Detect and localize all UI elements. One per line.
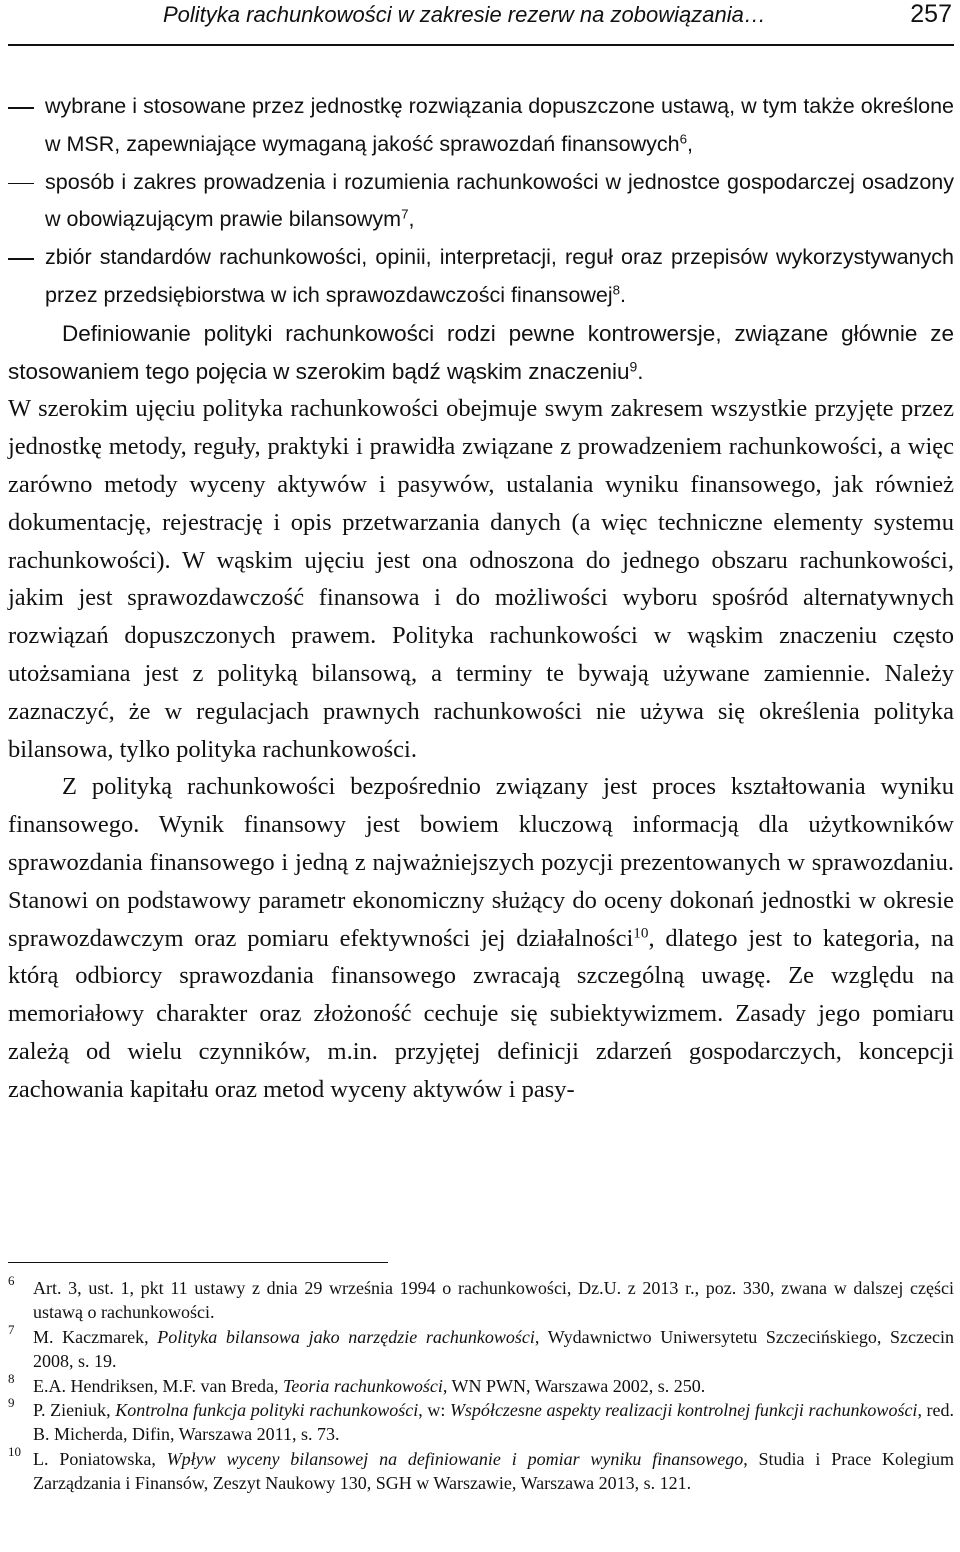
list-item <box>8 164 954 240</box>
footnote <box>8 1273 954 1325</box>
footnote-number: 9 <box>8 1395 15 1411</box>
footnote-title: Kontrolna funkcja polityki rachunkowości <box>115 1400 419 1421</box>
list-item-tail: , <box>686 131 693 156</box>
footnote-ref: 10 <box>633 924 649 942</box>
list-item-tail: , <box>408 207 415 232</box>
paragraph-text: Definiowanie polityki rachunkowości rodzi pewne kontrowersje, związane głównie ze stosowaniem tego pojęcia w szerokim bądź wąskim znaczeniu <box>8 320 954 384</box>
running-title: Polityka rachunkowości w zakresie rezerw na zobowiązania… <box>163 2 766 27</box>
footnote-text: P. Zieniuk, <box>33 1400 116 1421</box>
footnote-number: 7 <box>8 1321 15 1337</box>
footnote-text: , WN PWN, Warszawa 2002, s. 250. <box>442 1375 706 1396</box>
paragraph <box>8 768 954 1108</box>
footnote-ref: 7 <box>401 207 409 223</box>
definition-list <box>8 88 954 315</box>
paragraph-text: Z polityką rachunkowości bezpośrednio związany jest proces kształtowania wyniku finansowego. Wynik finansowy jest bowiem kluczową informacją dla użytkowników sprawozdania finansowego i jedną z najważniejszych pozycji prezentowanych w sprawozdaniu. Stanowi on podstawowy parametr ekonomiczny służący do oceny dokonań jednostki w okresie sprawozdawczym oraz pomiaru efektywności jej działalności <box>8 773 954 952</box>
footnote <box>8 1370 954 1398</box>
footnote-text: , Studia i Prace Kolegium Zarządzania i Finansów, Zeszyt Naukowy 130, SGH w Warszawie, Warszawa 2013, s. 121. <box>33 1448 954 1494</box>
list-item-tail: . <box>620 282 627 307</box>
footnote-text: , w: <box>418 1400 450 1421</box>
list-item <box>8 88 954 164</box>
list-item-text: wybrane i stosowane przez jednostkę rozwiązania dopuszczone ustawą, w tym także określone w MSR, zapewniające wymaganą jakość sprawozdań finansowych <box>45 94 954 156</box>
footnote-separator <box>8 1262 388 1263</box>
footnote-text: , Wydawnictwo Uniwersytetu Szczecińskiego, Szczecin 2008, s. 19. <box>33 1326 954 1372</box>
footnote-number: 8 <box>8 1370 15 1386</box>
footnote-text: M. Kaczmarek, <box>33 1326 158 1347</box>
paragraph-text: , dlatego jest to kategoria, na którą odbiorcy sprawozdania finansowego zwracają szczególną uwagę. Ze względu na memoriałowy charakter oraz złożoność cechuje się subiektywizmem. Zasady jego pomiaru zależą od wielu czynników, m.in. przyjętej definicji zdarzeń gospodarczych, koncepcji zachowania kapitału oraz metod wyceny aktywów i pasy- <box>8 924 954 1103</box>
footnote-number: 10 <box>8 1443 21 1459</box>
footnote-ref: 6 <box>679 131 687 147</box>
footnote-text: Art. 3, ust. 1, pkt 11 ustawy z dnia 29 września 1994 o rachunkowości, Dz.U. z 2013 r., poz. 330, zwana w dalszej części ustawą o rachunkowości. <box>33 1278 954 1323</box>
footnote <box>8 1321 954 1374</box>
paragraph <box>8 315 954 391</box>
footnote-title: Wpływ wyceny bilansowej na definiowanie i pomiar wyniku finansowego <box>166 1448 744 1469</box>
list-item-text: zbiór standardów rachunkowości, opinii, interpretacji, reguł oraz przepisów wykorzystywanych przez przedsiębiorstwa w ich sprawozdawczości finansowej <box>45 245 954 307</box>
footnote-ref: 9 <box>629 357 638 374</box>
footnote-title: Współczesne aspekty realizacji kontrolnej funkcji rachunkowości <box>449 1400 918 1421</box>
paragraph-tail: . <box>637 358 644 384</box>
footnote-text: , red. B. Micherda, Difin, Warszawa 2011, s. 73. <box>33 1400 955 1445</box>
footnote-text: E.A. Hendriksen, M.F. van Breda, <box>33 1375 284 1396</box>
footnotes <box>8 1273 955 1496</box>
list-item-text: sposób i zakres prowadzenia i rozumienia rachunkowości w jednostce gospodarczej osadzony w obowiązującym prawie bilansowym <box>45 169 954 232</box>
running-header <box>8 0 954 46</box>
paragraph: W szerokim ujęciu polityka rachunkowości obejmuje swym zakresem wszystkie przyjęte przez jednostkę metody, reguły, praktyki i prawidła związane z prowadzeniem rachunkowości, a więc zarówno metody wyceny aktywów i pasywów, ustalania wyniku finansowego, jak również dokumentację, rejestrację i opis przetwarzania danych (a więc techniczne elementy systemu rachunkowości). W wąskim ujęciu jest ona odnoszona do jednego obszaru rachunkowości, jakim jest sprawozdawczość finansowa i do możliwości wyboru spośród alternatywnych rozwiązań dopuszczonych prawem. Polityka rachunkowości w wąskim znaczeniu często utożsamiana jest z polityką bilansową, a terminy te bywają używane zamiennie. Należy zaznaczyć, że w regulacjach prawnych rachunkowości nie używa się określenia polityka bilansowa, tylko polityka rachunkowości. <box>8 395 954 763</box>
footnote-number: 6 <box>8 1273 15 1288</box>
list-item <box>8 239 954 315</box>
main-text <box>8 88 954 1109</box>
footnote-title: Polityka bilansowa jako narzędzie rachunkowości <box>157 1326 535 1347</box>
footnote <box>8 1395 955 1447</box>
footnote <box>8 1443 954 1496</box>
footnote-title: Teoria rachunkowości <box>283 1375 443 1396</box>
footnote-ref: 8 <box>612 282 621 298</box>
page-number: 257 <box>910 0 952 28</box>
footnote-text: L. Poniatowska, <box>33 1448 167 1469</box>
